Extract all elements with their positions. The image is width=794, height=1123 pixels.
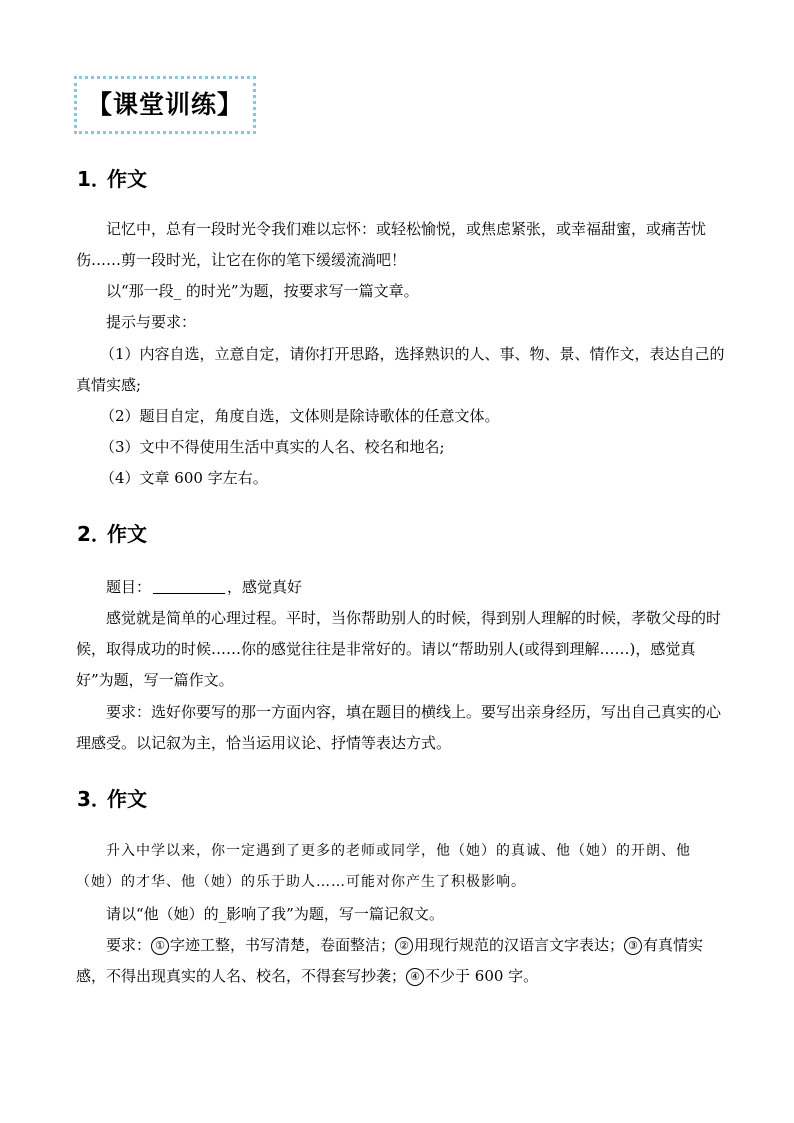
question-3-title: 作文 (107, 787, 147, 811)
question-2-topic-prefix: 题目： (106, 578, 152, 596)
question-3-req-4: 不少于 600 字。 (425, 967, 539, 985)
question-1-intro: 记忆中，总有一段时光令我们难以忘怀：或轻松愉悦，或焦虑紧张，或幸福甜蜜，或痛苦忧伤……剪一段时光，让它在你的笔下缓缓流淌吧！ (76, 220, 707, 269)
question-2-title: 作文 (107, 522, 147, 546)
circled-number-4: ④ (406, 968, 424, 986)
question-3-prompt: 升入中学以来，你一定遇到了更多的老师或同学，他（她）的真诚、他（她）的开朗、他（她）的才华、他（她）的乐于助人……可能对你产生了积极影响。 (76, 843, 691, 890)
question-1-requirement-4: （4）文章 600 字左右。 (100, 469, 268, 487)
question-2-requirements: 要求：选好你要写的那一方面内容，填在题目的横线上。要写出亲身经历，写出自己真实的心理感受。以记叙为主，恰当运用议论、抒情等表达方式。 (76, 703, 722, 752)
question-3-instruction: 请以“他（她）的_影响了我”为题，写一篇记叙文。 (106, 905, 444, 923)
circled-number-1: ① (151, 937, 169, 955)
question-1-number: 1． (77, 167, 111, 191)
question-3-heading (77, 786, 147, 812)
circled-number-2: ② (395, 937, 413, 955)
question-2-number: 2． (77, 522, 111, 546)
question-1-requirements-label: 提示与要求： (106, 313, 197, 331)
question-1-requirement-3: （3）文中不得使用生活中真实的人名、校名和地名; (100, 438, 445, 456)
question-1-requirement-2: （2）题目自定，角度自选，文体则是除诗歌体的任意文体。 (100, 407, 500, 425)
question-3-req-3: 有真情实感，不得出现真实的人名、校名，不得套写抄袭； (76, 936, 704, 985)
question-3-req-1: 字迹工整，书写清楚，卷面整洁； (170, 936, 396, 954)
question-2-prompt: 感觉就是简单的心理过程。平时，当你帮助别人的时候，得到别人理解的时候，孝敬父母的时候，取得成功的时候……你的感觉往往是非常好的。请以“帮助别人(或得到理解……)，感觉真好”为题，写一篇作文。 (76, 609, 722, 689)
question-1-title: 作文 (107, 167, 147, 191)
circled-number-3: ③ (624, 937, 642, 955)
question-3-requirements-label: 要求： (106, 936, 152, 954)
question-1-instruction: 以“那一段_ 的时光”为题，按要求写一篇文章。 (106, 282, 419, 300)
question-2-topic-suffix: ，感觉真好 (227, 578, 303, 596)
question-3-number: 3． (77, 787, 111, 811)
question-2-heading (77, 521, 147, 547)
question-3-req-2: 用现行规范的汉语言文字表达； (414, 936, 625, 954)
question-2-topic (76, 572, 726, 603)
section-header-title: 【课堂训练】 (86, 90, 243, 119)
section-header-box (74, 76, 256, 134)
question-1-heading (77, 166, 147, 192)
question-2-topic-blank (153, 577, 225, 594)
question-3-requirements (76, 930, 726, 992)
question-1-requirement-1: （1）内容自选，立意自定，请你打开思路，选择熟识的人、事、物、景、情作文，表达自己的真情实感; (76, 345, 725, 394)
